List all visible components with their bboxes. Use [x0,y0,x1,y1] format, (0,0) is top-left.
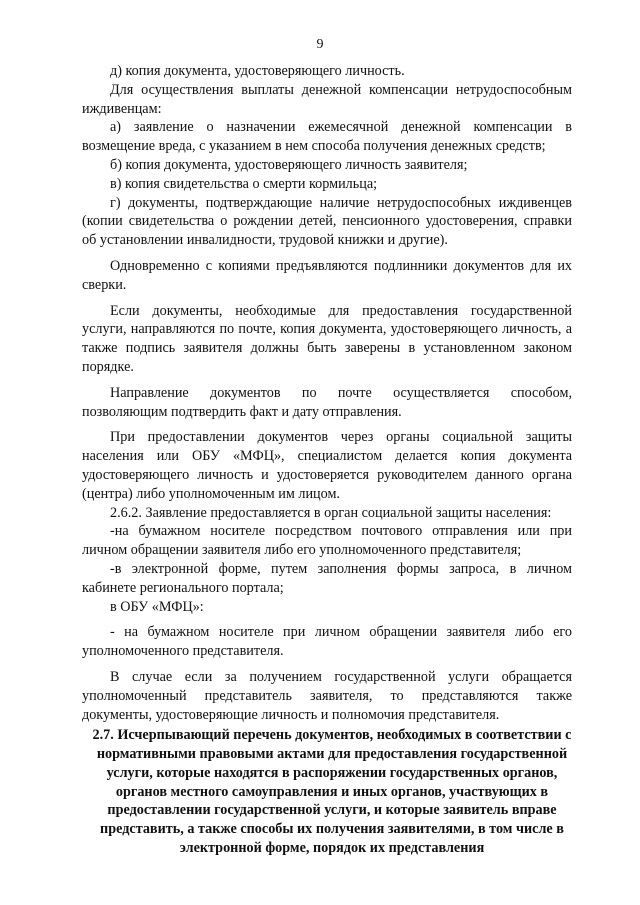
paragraph: в ОБУ «МФЦ»: [110,598,204,615]
paragraph: в) копия свидетельства о смерти кормильца; [110,175,378,192]
paragraph: Для осуществления выплаты денежной компенсации нетрудоспособным иждивенцам: [82,81,572,117]
paragraph: Если документы, необходимые для предоставления государственной услуги, направляются по почте, копия документа, удостоверяющего личность, а также подпись заявителя должны быть заверены в установленном законом порядке. [82,302,572,375]
paragraph: Направление документов по почте осуществляется способом, позволяющим подтвердить факт и дату отправления. [82,384,572,420]
paragraph: При предоставлении документов через органы социальной защиты населения или ОБУ «МФЦ», специалистом делается копия документа удостоверяющего личность и удостоверяется руководителем данного органа (центра) либо уполномоченным им лицом. [82,429,572,502]
section-heading: 2.7. Исчерпывающий перечень документов, необходимых в соответствии с нормативными правовыми актами для предоставления государственной услуги, которые находятся в распоряжении государственных органов, органов местного самоуправления и иных органов, участвующих в предоставлении государственной услуги, и которые заявитель вправе представить, а также способы их получения заявителями, в том числе в электронной форме, порядок их представления [92,727,572,857]
paragraph: д) копия документа, удостоверяющего личность. [110,63,405,79]
paragraph: -на бумажном носителе посредством почтового отправления или при личном обращении заявителя либо его уполномоченного представителя; [82,523,572,559]
document-body [82,62,572,858]
paragraph: г) документы, подтверждающие наличие нетрудоспособных иждивенцев (копии свидетельства о рождении детей, пенсионного удостоверения, справки об установлении инвалидности, трудовой книжки и другие). [82,194,572,249]
paragraph: - на бумажном носителе при личном обращении заявителя либо его уполномоченного представителя. [82,624,572,660]
paragraph: 2.6.2. Заявление предоставляется в орган социальной защиты населения: [110,504,552,521]
page-number: 9 [316,37,324,52]
paragraph: а) заявление о назначении ежемесячной денежной компенсации в возмещение вреда, с указанием в нем способа получения денежных средств; [82,119,572,155]
paragraph: -в электронной форме, путем заполнения формы запроса, в личном кабинете регионального портала; [82,560,572,596]
paragraph: б) копия документа, удостоверяющего личность заявителя; [110,156,468,173]
paragraph: В случае если за получением государственной услуги обращается уполномоченный представитель заявителя, то представляются также документы, удостоверяющие личность и полномочия представителя. [82,668,572,723]
paragraph: Одновременно с копиями предъявляются подлинники документов для их сверки. [82,257,572,293]
